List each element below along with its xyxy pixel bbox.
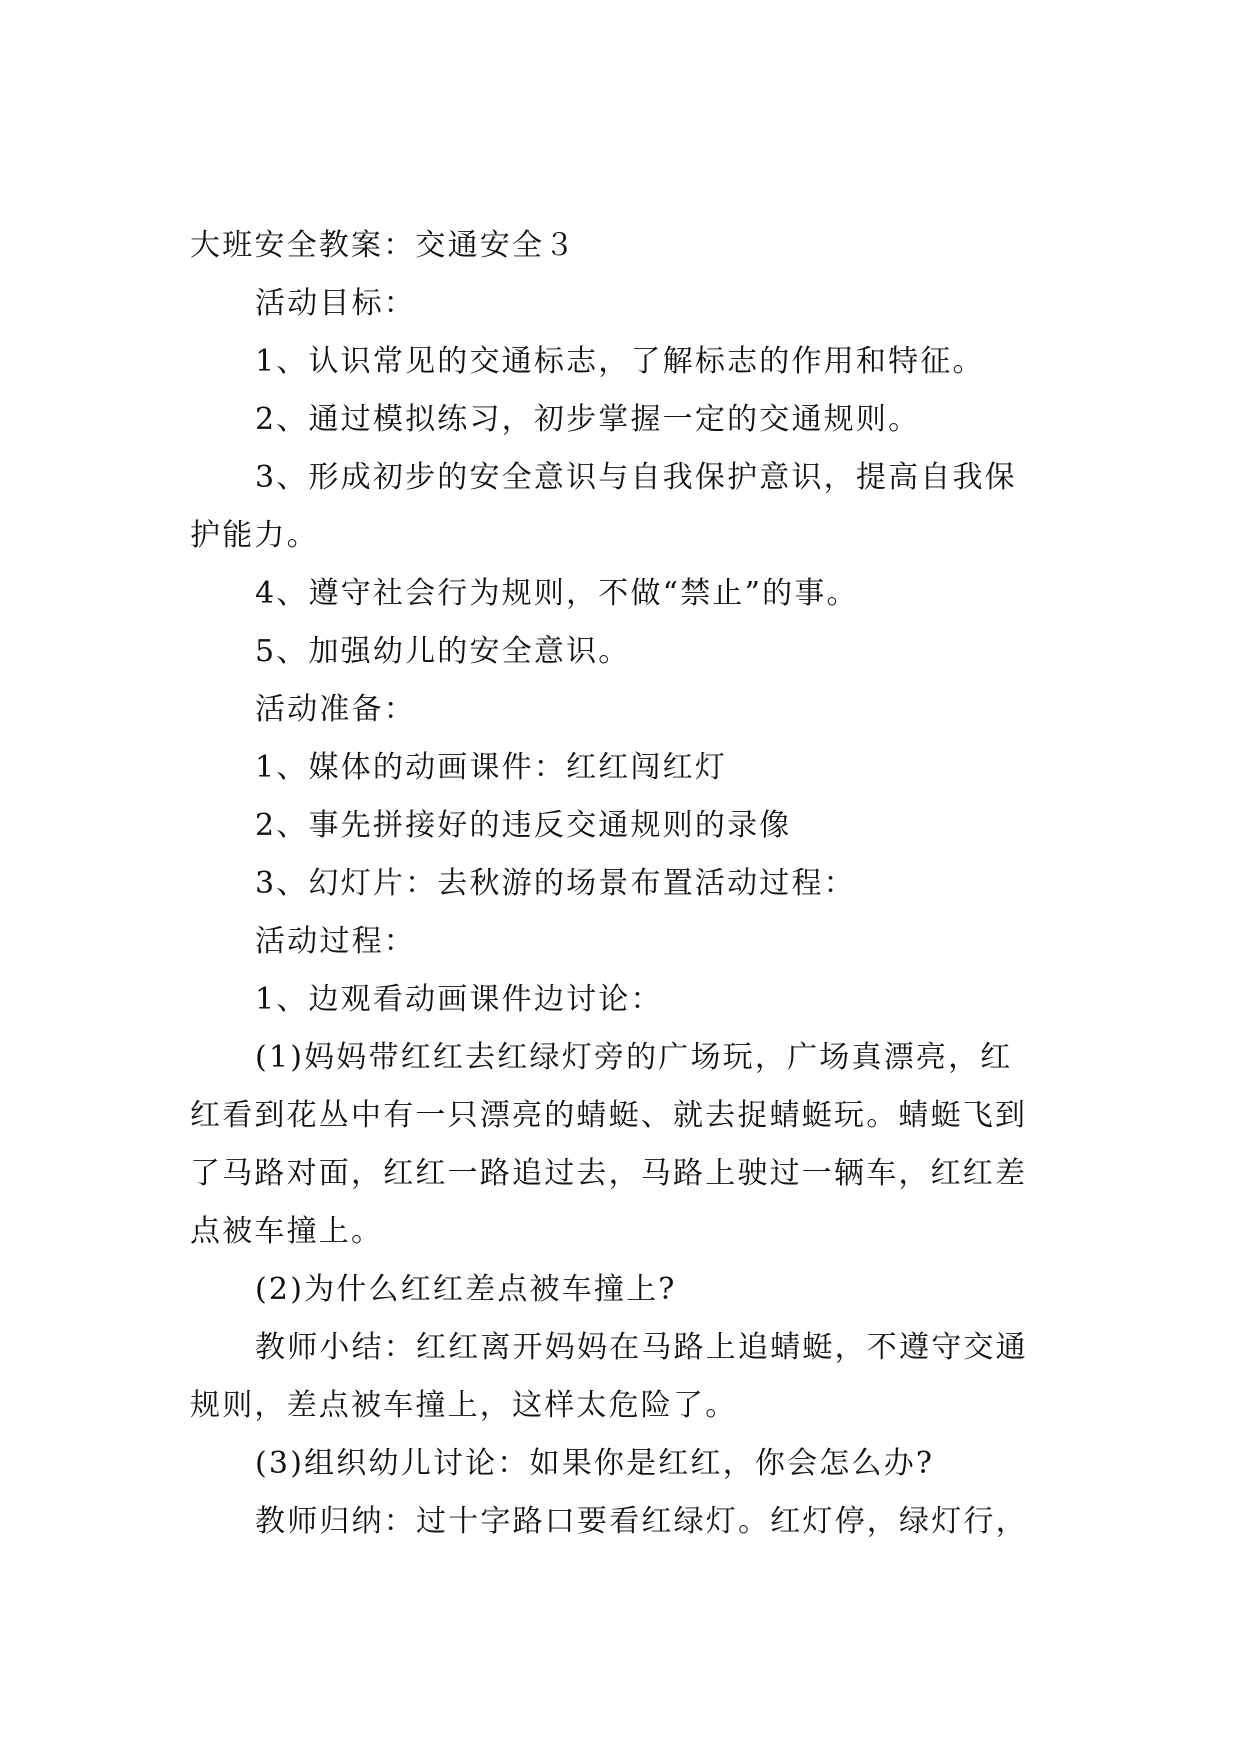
text-line: 点被车撞上。 <box>190 1214 384 1249</box>
text-line: 红看到花丛中有一只漂亮的蜻蜓、就去捉蜻蜓玩。蜻蜓飞到 <box>190 1098 1028 1133</box>
text-line: 教师小结：红红离开妈妈在马路上追蜻蜓，不遵守交通 <box>255 1330 1028 1365</box>
text-line: (3)组织幼儿讨论：如果你是红红，你会怎么办? <box>255 1446 935 1481</box>
text-line: 1、媒体的动画课件：红红闯红灯 <box>255 750 728 785</box>
document-title: 大班安全教案：交通安全３ <box>190 228 577 263</box>
heading-activity-goals: 活动目标： <box>255 286 416 321</box>
heading-activity-preparation: 活动准备： <box>255 692 416 727</box>
text-line: 护能力。 <box>190 518 319 553</box>
text-line: 3、幻灯片：去秋游的场景布置活动过程： <box>255 866 856 901</box>
text-line: (2)为什么红红差点被车撞上? <box>255 1272 677 1307</box>
text-line: 4、遵守社会行为规则，不做“禁止”的事。 <box>255 576 859 611</box>
text-line: 1、认识常见的交通标志，了解标志的作用和特征。 <box>255 344 985 379</box>
text-line: 1、边观看动画课件边讨论： <box>255 982 663 1017</box>
text-line: (1)妈妈带红红去红绿灯旁的广场玩，广场真漂亮，红 <box>255 1040 1013 1075</box>
text-line: 了马路对面，红红一路追过去，马路上驶过一辆车，红红差 <box>190 1156 1028 1191</box>
text-line: 3、形成初步的安全意识与自我保护意识，提高自我保 <box>255 460 1017 495</box>
text-line: 5、加强幼儿的安全意识。 <box>255 634 631 669</box>
heading-activity-process: 活动过程： <box>255 924 416 959</box>
text-line: 2、事先拼接好的违反交通规则的录像 <box>255 808 792 843</box>
text-line: 2、通过模拟练习，初步掌握一定的交通规则。 <box>255 402 921 437</box>
text-line: 教师归纳：过十字路口要看红绿灯。红灯停，绿灯行， <box>255 1504 1028 1539</box>
text-line: 规则，差点被车撞上，这样太危险了。 <box>190 1388 738 1423</box>
